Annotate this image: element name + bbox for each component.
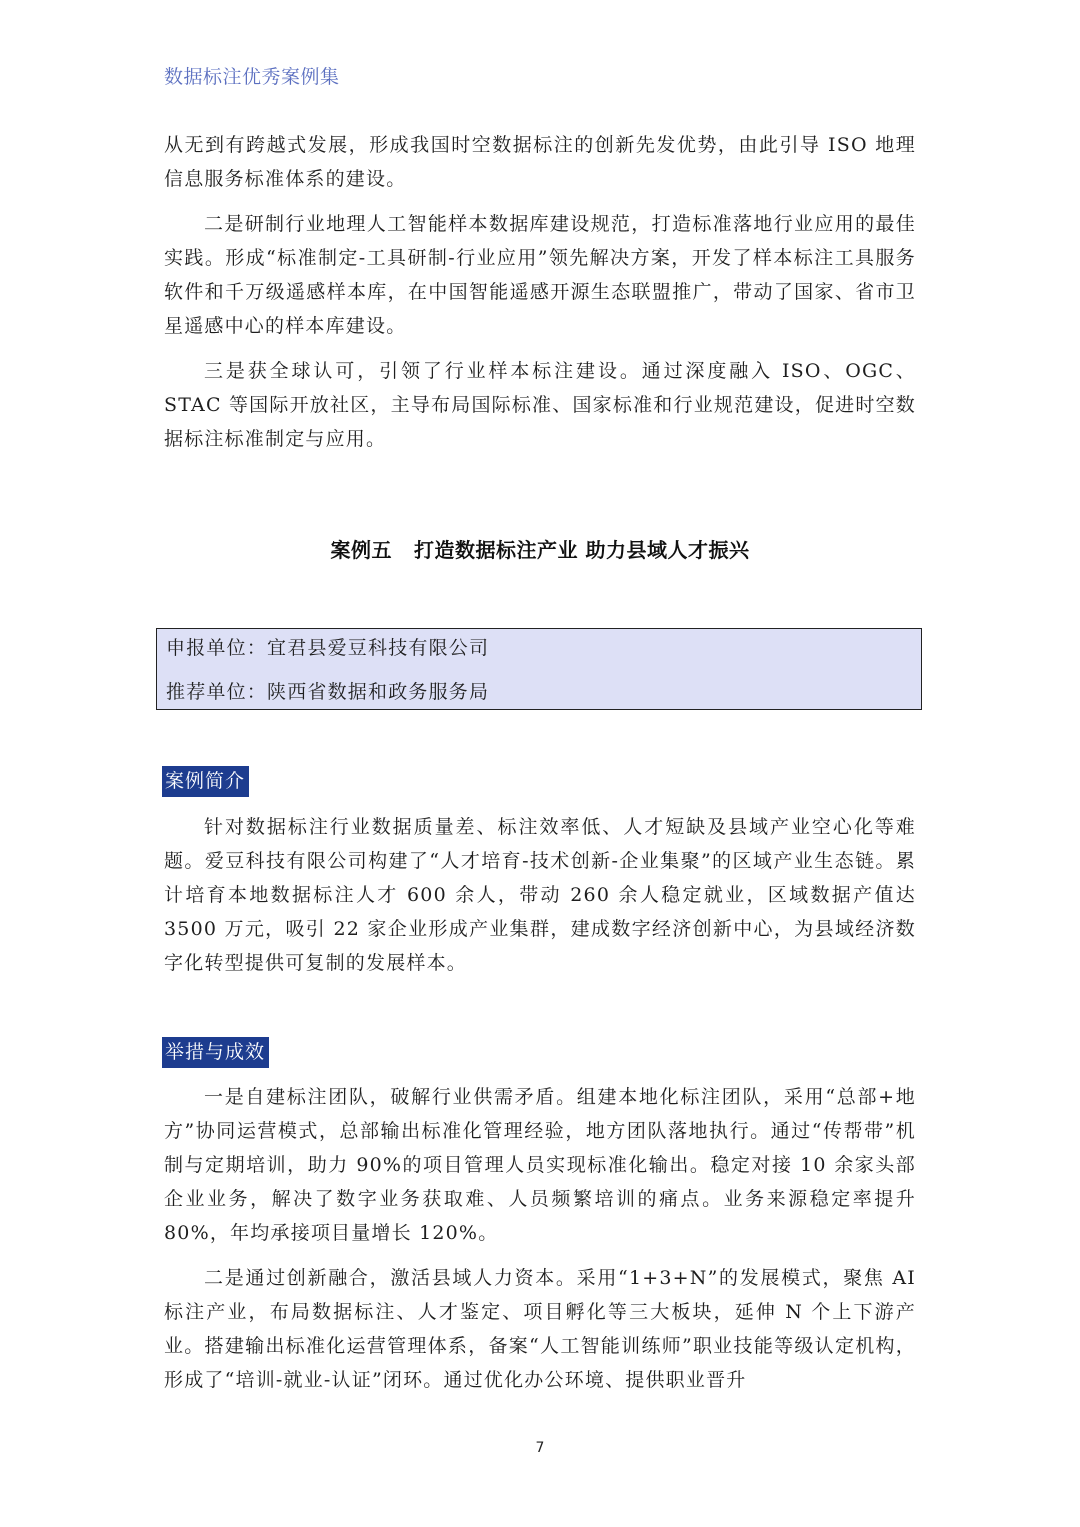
case-number-label: 案例五 bbox=[330, 538, 393, 562]
paragraph-point-three: 三是获全球认可，引领了行业样本标注建设。通过深度融入 ISO、OGC、STAC 等国际开放社区，主导布局国际标准、国家标准和行业规范建设，促进时空数据标注标准制定与应用。 bbox=[164, 360, 916, 450]
declaring-unit: 申报单位：宜君县爱豆科技有限公司 bbox=[166, 637, 490, 659]
case-title bbox=[0, 534, 1080, 563]
paragraph-point-two: 二是研制行业地理人工智能样本数据库建设规范，打造标准落地行业应用的最佳实践。形成“标准制定-工具研制-行业应用”领先解决方案，开发了样本标注工具服务软件和千万级遥感样本库，在中国智能遥感开源生态联盟推广，带动了国家、省市卫星遥感中心的样本库建设。 bbox=[164, 213, 916, 337]
case-title-text: 打造数据标注产业 助力县域人才振兴 bbox=[414, 538, 750, 562]
running-header: 数据标注优秀案例集 bbox=[164, 66, 340, 88]
paragraph-measure-one: 一是自建标注团队，破解行业供需矛盾。组建本地化标注团队，采用“总部+地方”协同运营模式，总部输出标准化管理经验，地方团队落地执行。通过“传帮带”机制与定期培训，助力 90%的项目管理人员实现标准化输出。稳定对接 10 余家头部企业业务，解决了数字业务获取难、人员频繁培训的痛点。业务来源稳定率提升 80%，年均承接项目量增长 120%。 bbox=[164, 1086, 916, 1244]
paragraph-measure-two: 二是通过创新融合，激活县域人力资本。采用“1+3+N”的发展模式，聚焦 AI 标注产业，布局数据标注、人才鉴定、项目孵化等三大板块，延伸 N 个上下游产业。搭建输出标准化运营管理体系，备案“人工智能训练师”职业技能等级认定机构，形成了“培训-就业-认证”闭环。通过优化办公环境、提供职业晋升 bbox=[164, 1267, 916, 1391]
section-label-measures: 举措与成效 bbox=[162, 1037, 269, 1068]
recommending-unit: 推荐单位：陕西省数据和政务服务局 bbox=[166, 681, 490, 703]
paragraph-intro: 针对数据标注行业数据质量差、标注效率低、人才短缺及县域产业空心化等难题。爱豆科技有限公司构建了“人才培育-技术创新-企业集聚”的区域产业生态链。累计培育本地数据标注人才 600 余人，带动 260 余人稳定就业，区域数据产值达 3500 万元，吸引 22 家企业形成产业集群，建成数字经济创新中心，为县域经济数字化转型提供可复制的发展样本。 bbox=[164, 816, 916, 974]
paragraph-continued: 从无到有跨越式发展，形成我国时空数据标注的创新先发优势，由此引导 ISO 地理信息服务标准体系的建设。 bbox=[164, 134, 916, 190]
page-number: 7 bbox=[535, 1440, 545, 1456]
case-info-box bbox=[156, 628, 922, 710]
section-label-intro: 案例简介 bbox=[162, 766, 249, 797]
